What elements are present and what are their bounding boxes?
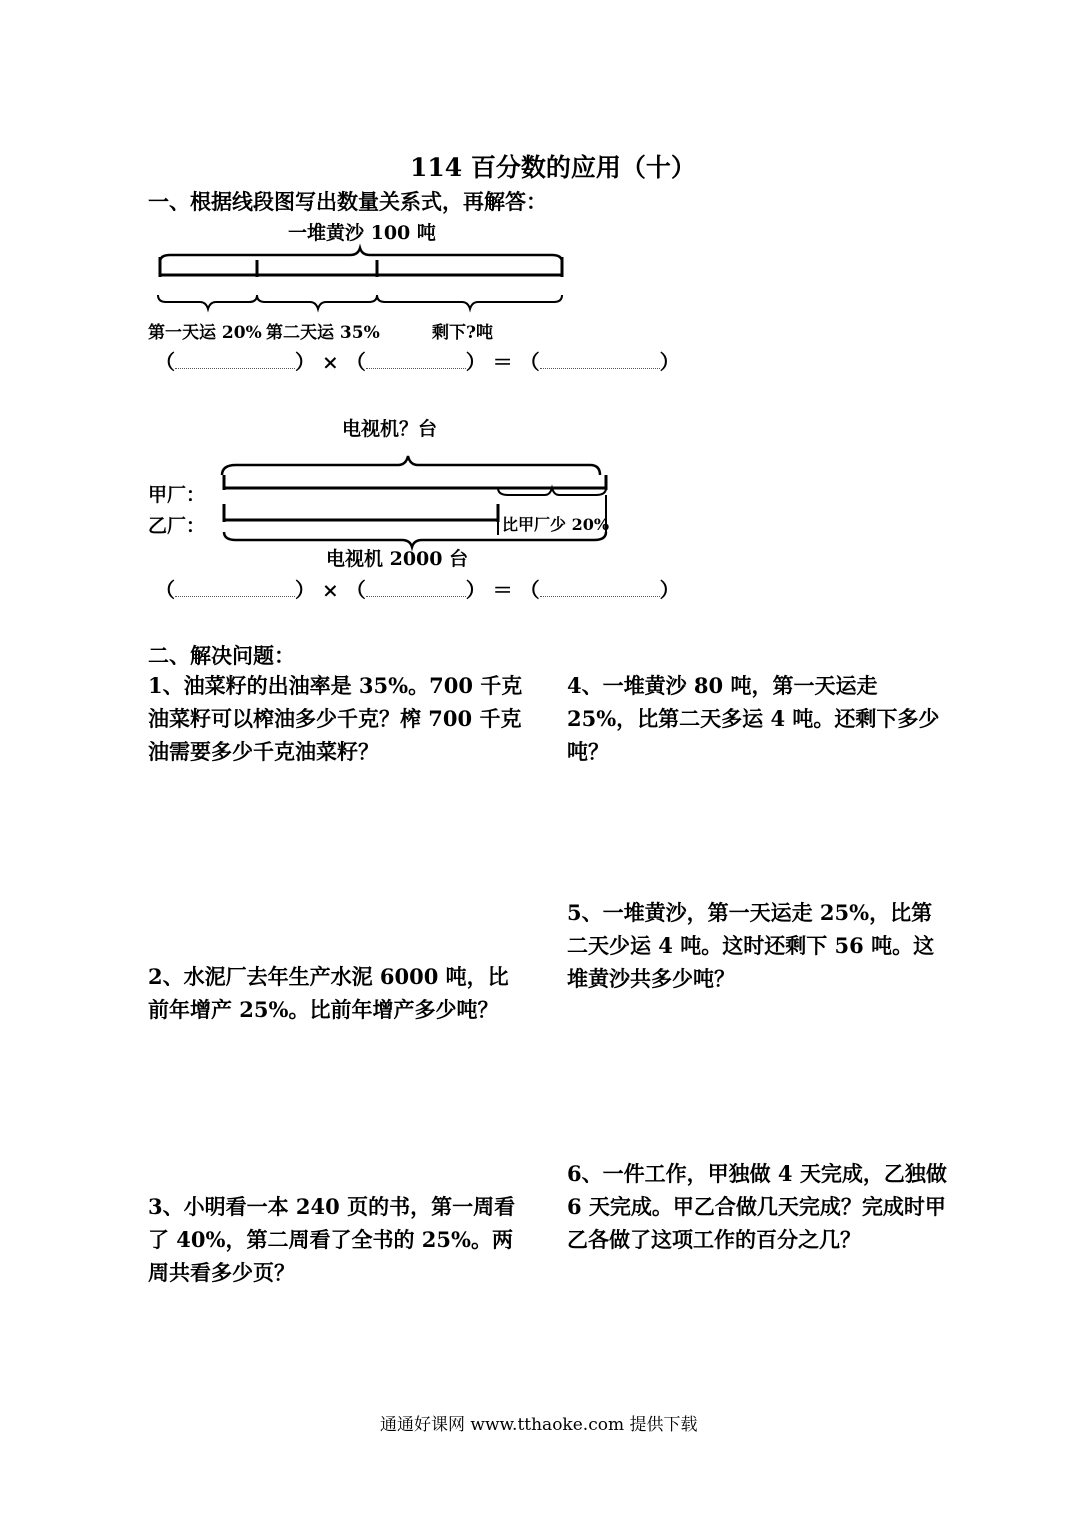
diagram1-brace-seg1 [158, 295, 257, 309]
question-6: 6、一件工作，甲独做 4 天完成，乙独做 6 天完成。甲乙合做几天完成？完成时甲乙各做了这项工作的百分之几？ [567, 1161, 947, 1252]
diagram1-bar [160, 257, 562, 277]
diagram1-brace-seg3 [377, 295, 562, 309]
diagram2-top-brace [222, 456, 600, 475]
diagram2-diff-label: 比甲厂少 20% [502, 515, 610, 534]
formula-close-paren: ） [659, 350, 680, 374]
diagram1-seg3-label: 剩下?吨 [432, 323, 493, 343]
diagram2-bar-jia [224, 475, 606, 490]
formula-times: × [321, 578, 339, 602]
footer-credit: 通通好课网 www.tthaoke.com 提供下载 [380, 1415, 698, 1435]
page-title: 114 百分数的应用（十） [410, 153, 696, 182]
question-5: 5、一堆黄沙，第一天运走 25%，比第二天少运 4 吨。这时还剩下 56 吨。这堆黄沙共多少吨？ [567, 900, 935, 991]
formula-close-paren: ） [465, 578, 486, 602]
formula-close-paren: ） [295, 350, 315, 374]
diagram1-brace-seg2 [257, 295, 377, 309]
section1-heading: 一、根据线段图写出数量关系式，再解答： [148, 189, 547, 214]
formula-open-paren: （ [519, 350, 540, 374]
formula-row-1 [155, 346, 680, 375]
formula-open-paren: （ [345, 350, 366, 374]
formula-blank[interactable] [540, 595, 660, 597]
formula-open-paren: （ [155, 350, 175, 374]
formula-blank[interactable] [540, 367, 660, 369]
diagram2-bar-yi [224, 504, 498, 522]
formula-close-paren: ） [659, 578, 680, 602]
question-3: 3、小明看一本 240 页的书，第一周看了 40%，第二周看了全书的 25%。两周共看多少页？ [148, 1194, 516, 1285]
formula-blank[interactable] [366, 367, 466, 369]
question-1: 1、油菜籽的出油率是 35%。700 千克油菜籽可以榨油多少千克？榨 700 千克油需要多少千克油菜籽？ [148, 673, 523, 764]
formula-equals: ＝ [492, 578, 513, 602]
formula-blank[interactable] [366, 595, 466, 597]
formula-row-2 [155, 574, 680, 603]
diagram2-top-label: 电视机？台 [342, 418, 438, 440]
diagram2-row-jia: 甲厂： [148, 484, 206, 506]
formula-equals: ＝ [492, 350, 513, 374]
diagram2-row-yi: 乙厂： [148, 515, 206, 537]
question-2: 2、水泥厂去年生产水泥 6000 吨，比前年增产 25%。比前年增产多少吨？ [148, 964, 509, 1022]
formula-close-paren: ） [295, 578, 315, 602]
formula-close-paren: ） [465, 350, 486, 374]
formula-blank[interactable] [175, 595, 295, 597]
formula-blank[interactable] [175, 367, 295, 369]
diagram1-top-brace [160, 248, 562, 262]
question-4: 4、一堆黄沙 80 吨，第一天运走 25%，比第二天多运 4 吨。还剩下多少吨？ [567, 673, 940, 764]
diagram2-bottom-label: 电视机 2000 台 [326, 548, 469, 570]
diagram1-seg2-label: 第二天运 35% [266, 323, 380, 343]
formula-times: × [321, 350, 339, 374]
formula-open-paren: （ [345, 578, 366, 602]
diagram1-top-label: 一堆黄沙 100 吨 [288, 222, 436, 244]
section2-heading: 二、解决问题： [148, 643, 295, 668]
formula-open-paren: （ [155, 578, 175, 602]
formula-open-paren: （ [519, 578, 540, 602]
diagram1-seg1-label: 第一天运 20% [148, 323, 262, 343]
